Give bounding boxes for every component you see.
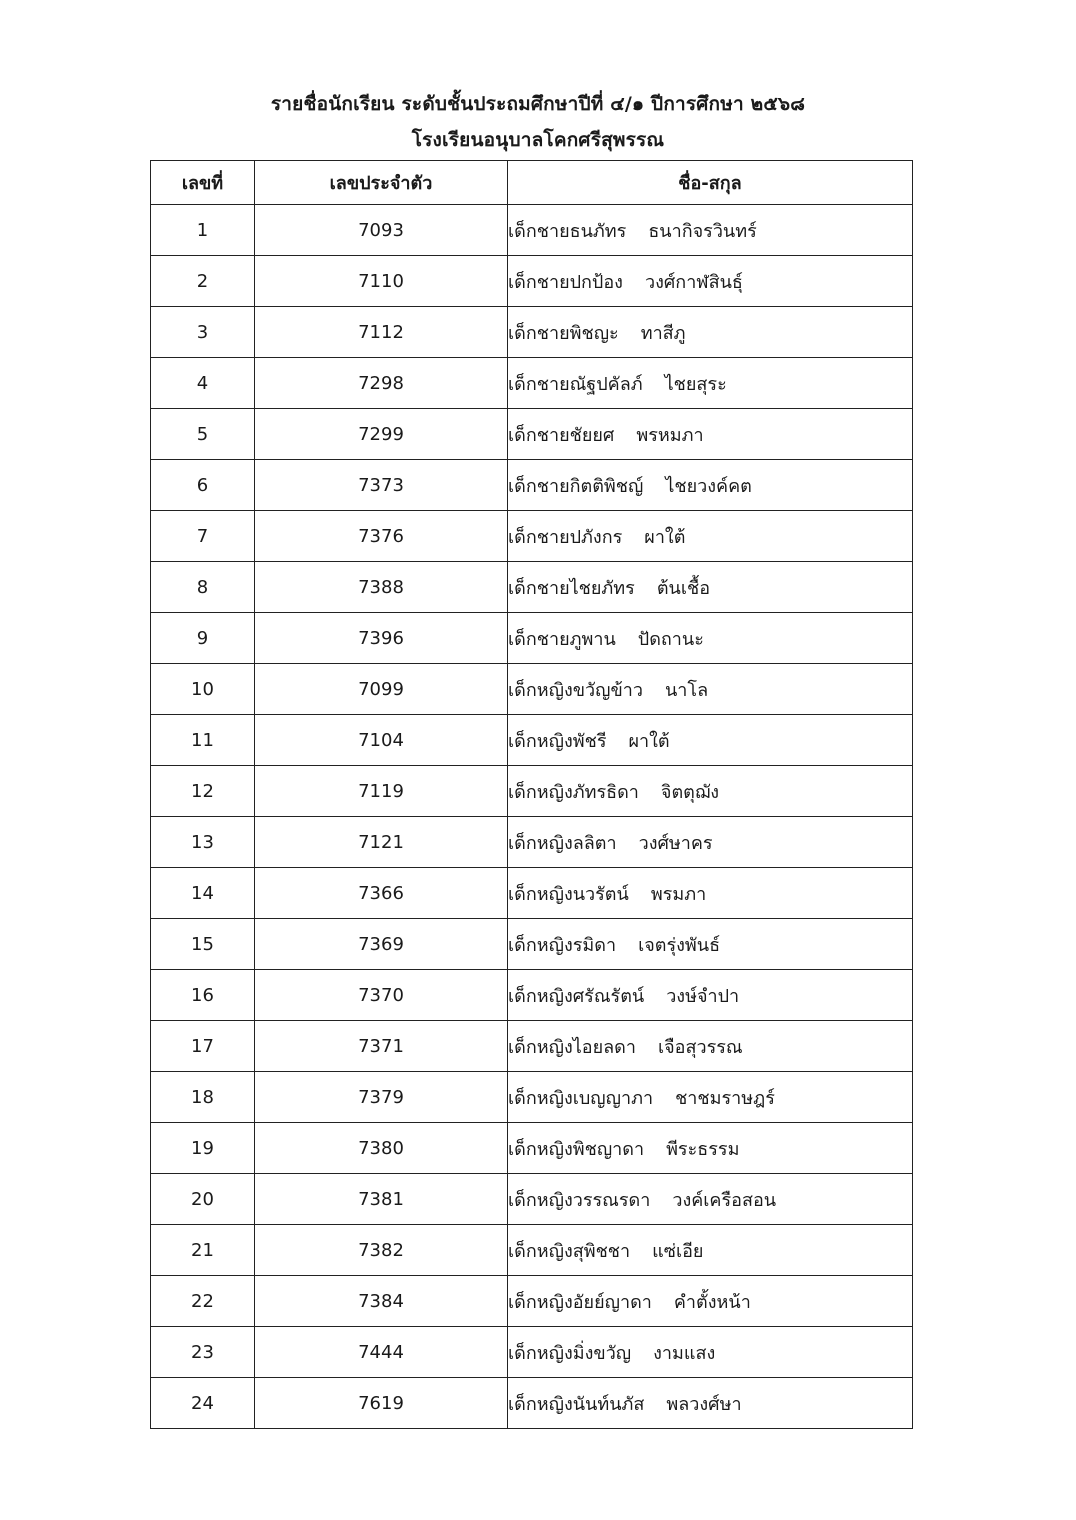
student-last-name: เจือสุวรรณ: [657, 1036, 743, 1058]
student-id: 7380: [255, 1123, 508, 1174]
table-row: [151, 307, 913, 358]
student-full-name: [508, 205, 913, 256]
student-full-name: [508, 1378, 913, 1429]
student-first-name: เด็กชายภูพาน: [508, 628, 616, 650]
row-number: 8: [151, 562, 255, 613]
student-id: 7619: [255, 1378, 508, 1429]
student-last-name: จิตตุฌัง: [660, 781, 720, 803]
table-row: [151, 460, 913, 511]
row-number: 13: [151, 817, 255, 868]
student-first-name: เด็กหญิงนวรัตน์: [508, 883, 629, 905]
row-number: 6: [151, 460, 255, 511]
student-last-name: พีระธรรม: [666, 1138, 740, 1160]
student-first-name: เด็กหญิงลลิตา: [508, 832, 617, 854]
student-first-name: เด็กหญิงพิชญาดา: [508, 1138, 645, 1160]
student-id: 7371: [255, 1021, 508, 1072]
student-first-name: เด็กชายณัฐปคัลภ์: [508, 373, 643, 395]
student-full-name: [508, 562, 913, 613]
row-number: 22: [151, 1276, 255, 1327]
table-row: [151, 1276, 913, 1327]
row-number: 12: [151, 766, 255, 817]
table-row: [151, 919, 913, 970]
student-id: 7382: [255, 1225, 508, 1276]
student-id: 7384: [255, 1276, 508, 1327]
student-first-name: เด็กชายปภังกร: [508, 526, 623, 548]
row-number: 16: [151, 970, 255, 1021]
table-row: [151, 868, 913, 919]
student-id: 7104: [255, 715, 508, 766]
student-id: 7299: [255, 409, 508, 460]
row-number: 23: [151, 1327, 255, 1378]
student-full-name: [508, 613, 913, 664]
student-full-name: [508, 1123, 913, 1174]
student-first-name: เด็กชายปกป้อง: [508, 271, 623, 293]
row-number: 4: [151, 358, 255, 409]
student-first-name: เด็กหญิงวรรณรดา: [508, 1189, 651, 1211]
student-first-name: เด็กหญิงภัทรธิดา: [508, 781, 639, 803]
student-last-name: วงค์เครือสอน: [672, 1189, 777, 1211]
row-number: 7: [151, 511, 255, 562]
student-id: 7366: [255, 868, 508, 919]
table-row: [151, 970, 913, 1021]
student-full-name: [508, 307, 913, 358]
student-last-name: พรหมภา: [636, 424, 704, 446]
student-full-name: [508, 1072, 913, 1123]
table-row: [151, 256, 913, 307]
student-last-name: คำตั้งหน้า: [673, 1291, 751, 1313]
row-number: 3: [151, 307, 255, 358]
row-number: 17: [151, 1021, 255, 1072]
student-last-name: เจตรุ่งพันธ์: [638, 934, 721, 956]
student-full-name: [508, 817, 913, 868]
student-last-name: ธนากิจรวินทร์: [648, 220, 757, 242]
student-first-name: เด็กหญิงอัยย์ญาดา: [508, 1291, 652, 1313]
student-id: 7112: [255, 307, 508, 358]
student-id: 7298: [255, 358, 508, 409]
table-row: [151, 664, 913, 715]
table-row: [151, 715, 913, 766]
student-full-name: [508, 1327, 913, 1378]
student-last-name: แซ่เอีย: [652, 1240, 704, 1262]
student-full-name: [508, 409, 913, 460]
row-number: 21: [151, 1225, 255, 1276]
student-first-name: เด็กหญิงเบญญาภา: [508, 1087, 654, 1109]
student-last-name: ไชยสุระ: [664, 373, 727, 395]
student-first-name: เด็กชายกิตติพิชญ์: [508, 475, 644, 497]
table-row: [151, 562, 913, 613]
student-full-name: [508, 868, 913, 919]
student-full-name: [508, 460, 913, 511]
student-id: 7093: [255, 205, 508, 256]
student-last-name: ไชยวงค์คต: [665, 475, 752, 497]
student-last-name: ปัดถานะ: [637, 628, 704, 650]
row-number: 15: [151, 919, 255, 970]
student-last-name: วงษ์จำปา: [666, 985, 740, 1007]
table-row: [151, 1327, 913, 1378]
student-full-name: [508, 1276, 913, 1327]
row-number: 11: [151, 715, 255, 766]
student-last-name: งามแสง: [653, 1342, 716, 1364]
student-id: 7381: [255, 1174, 508, 1225]
document-title: รายชื่อนักเรียน ระดับชั้นประถมศึกษาปีที่ ๔/๑ ปีการศึกษา ๒๕๖๘: [270, 93, 806, 115]
column-header-number: เลขที่: [151, 161, 255, 205]
student-first-name: เด็กหญิงไอยลดา: [508, 1036, 636, 1058]
student-first-name: เด็กหญิงขวัญข้าว: [508, 679, 643, 701]
student-roster-table: [150, 160, 913, 1429]
student-full-name: [508, 256, 913, 307]
student-last-name: ทาสีภู: [640, 322, 686, 344]
student-first-name: เด็กหญิงรมิดา: [508, 934, 617, 956]
student-full-name: [508, 970, 913, 1021]
student-first-name: เด็กชายธนภัทร: [508, 220, 627, 242]
student-first-name: เด็กหญิงพัชรี: [508, 730, 607, 752]
table-row: [151, 766, 913, 817]
student-last-name: วงศ์กาฬสินธุ์: [644, 271, 743, 293]
student-last-name: ต้นเชื้อ: [656, 577, 711, 599]
student-last-name: ผาใต้: [644, 526, 686, 548]
student-full-name: [508, 358, 913, 409]
student-id: 7373: [255, 460, 508, 511]
student-id: 7099: [255, 664, 508, 715]
table-row: [151, 409, 913, 460]
row-number: 14: [151, 868, 255, 919]
student-full-name: [508, 1021, 913, 1072]
student-id: 7369: [255, 919, 508, 970]
student-full-name: [508, 1174, 913, 1225]
row-number: 9: [151, 613, 255, 664]
student-last-name: ชาชมราษฎร์: [675, 1087, 775, 1109]
row-number: 2: [151, 256, 255, 307]
student-first-name: เด็กหญิงศรัณรัตน์: [508, 985, 645, 1007]
column-header-student-id: เลขประจำตัว: [255, 161, 508, 205]
student-first-name: เด็กชายไชยภัทร: [508, 577, 635, 599]
table-row: [151, 511, 913, 562]
table-row: [151, 1021, 913, 1072]
table-header-row: [151, 161, 913, 205]
row-number: 19: [151, 1123, 255, 1174]
student-full-name: [508, 919, 913, 970]
student-full-name: [508, 1225, 913, 1276]
table-row: [151, 358, 913, 409]
student-full-name: [508, 715, 913, 766]
student-id: 7119: [255, 766, 508, 817]
row-number: 1: [151, 205, 255, 256]
row-number: 10: [151, 664, 255, 715]
student-full-name: [508, 766, 913, 817]
table-row: [151, 817, 913, 868]
row-number: 5: [151, 409, 255, 460]
table-body: [151, 205, 913, 1429]
student-first-name: เด็กหญิงมิ่งขวัญ: [508, 1342, 632, 1364]
table-row: [151, 1174, 913, 1225]
student-first-name: เด็กชายพิชญะ: [508, 322, 619, 344]
student-id: 7376: [255, 511, 508, 562]
table-row: [151, 1225, 913, 1276]
student-full-name: [508, 511, 913, 562]
student-id: 7444: [255, 1327, 508, 1378]
student-last-name: พรมภา: [650, 883, 707, 905]
column-header-full-name: ชื่อ-สกุล: [508, 161, 913, 205]
student-last-name: นาโล: [665, 679, 709, 701]
row-number: 24: [151, 1378, 255, 1429]
row-number: 18: [151, 1072, 255, 1123]
student-id: 7379: [255, 1072, 508, 1123]
student-full-name: [508, 664, 913, 715]
student-first-name: เด็กหญิงสุพิชชา: [508, 1240, 631, 1262]
student-id: 7396: [255, 613, 508, 664]
student-last-name: วงศ์ษาคร: [638, 832, 713, 854]
student-first-name: เด็กชายชัยยศ: [508, 424, 615, 446]
student-id: 7110: [255, 256, 508, 307]
student-last-name: พลวงศ์ษา: [666, 1393, 742, 1415]
table-row: [151, 1123, 913, 1174]
student-last-name: ผาใต้: [628, 730, 670, 752]
table-row: [151, 613, 913, 664]
student-id: 7121: [255, 817, 508, 868]
student-id: 7370: [255, 970, 508, 1021]
row-number: 20: [151, 1174, 255, 1225]
table-row: [151, 205, 913, 256]
school-name: โรงเรียนอนุบาลโคกศรีสุพรรณ: [411, 129, 665, 151]
student-id: 7388: [255, 562, 508, 613]
table-row: [151, 1072, 913, 1123]
student-first-name: เด็กหญิงนันท์นภัส: [508, 1393, 645, 1415]
table-row: [151, 1378, 913, 1429]
